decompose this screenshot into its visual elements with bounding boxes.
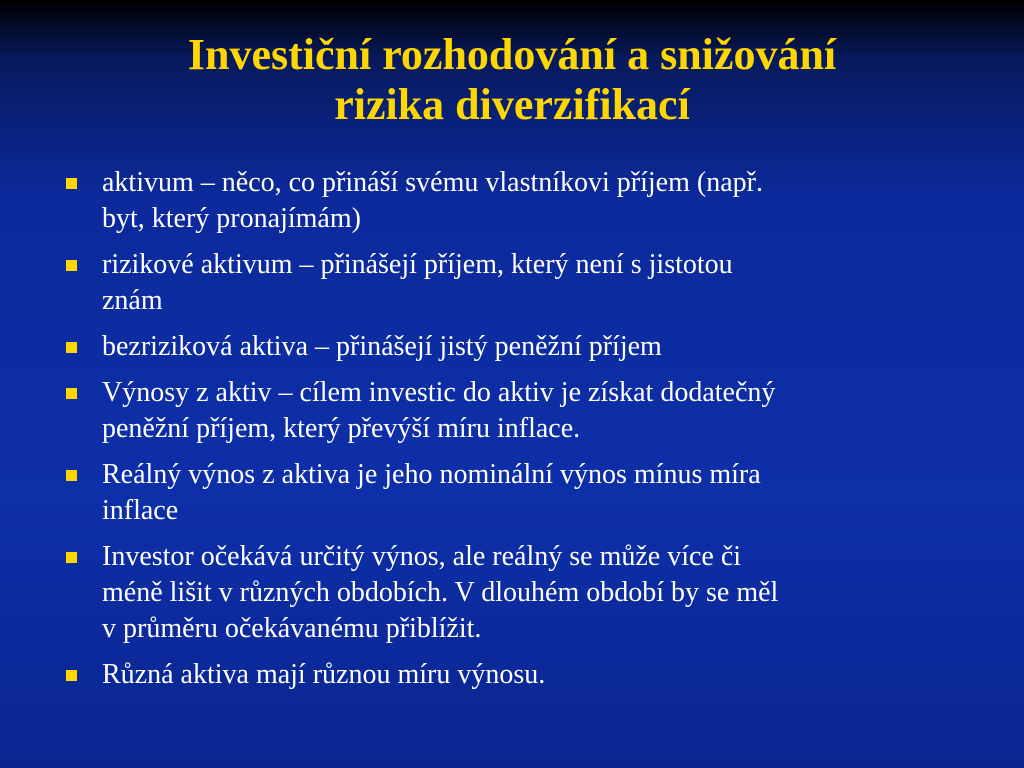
bullet-line: Investor očekává určitý výnos, ale reálný se může více či — [102, 541, 742, 572]
bullet-text — [102, 657, 960, 693]
slide-title — [40, 30, 984, 130]
bullet-line: rizikové aktivum – přinášejí příjem, který není s jistotou — [102, 249, 733, 280]
square-bullet-icon — [66, 388, 77, 399]
square-bullet-icon — [66, 178, 77, 189]
bullet-line: Reálný výnos z aktiva je jeho nominální výnos mínus míra — [102, 459, 761, 490]
bullet-text — [102, 329, 960, 365]
title-line-1: Investiční rozhodování a snižování — [187, 30, 837, 79]
bullet-text — [102, 539, 960, 647]
bullet-line: méně lišit v různých obdobích. V dlouhém období by se měl — [102, 577, 779, 608]
bullet-item-4 — [60, 375, 960, 447]
bullet-line: Různá aktiva mají různou míru výnosu. — [102, 659, 546, 690]
bullet-item-7 — [60, 657, 960, 693]
bullet-line: aktivum – něco, co přináší svému vlastníkovi příjem (např. — [102, 167, 763, 198]
bullet-item-3 — [60, 329, 960, 365]
bullet-line: peněžní příjem, který převýší míru inflace. — [102, 413, 581, 444]
bullet-item-2 — [60, 247, 960, 319]
title-line-2: rizika diverzifikací — [334, 80, 690, 129]
bullet-line: bezriziková aktiva – přinášejí jistý peněžní příjem — [102, 331, 662, 362]
bullet-line: znám — [102, 285, 163, 316]
bullet-line: v průměru očekávanému přiblížit. — [102, 613, 482, 644]
bullet-line: byt, který pronajímám) — [102, 203, 361, 234]
bullet-line: Výnosy z aktiv – cílem investic do aktiv je získat dodatečný — [102, 377, 776, 408]
bullet-list — [60, 165, 960, 703]
bullet-text — [102, 165, 960, 237]
bullet-text — [102, 375, 960, 447]
square-bullet-icon — [66, 670, 77, 681]
bullet-item-6 — [60, 539, 960, 647]
bullet-text — [102, 247, 960, 319]
square-bullet-icon — [66, 342, 77, 353]
square-bullet-icon — [66, 260, 77, 271]
square-bullet-icon — [66, 470, 77, 481]
square-bullet-icon — [66, 552, 77, 563]
bullet-text — [102, 457, 960, 529]
bullet-item-5 — [60, 457, 960, 529]
bullet-item-1 — [60, 165, 960, 237]
bullet-line: inflace — [102, 495, 179, 526]
